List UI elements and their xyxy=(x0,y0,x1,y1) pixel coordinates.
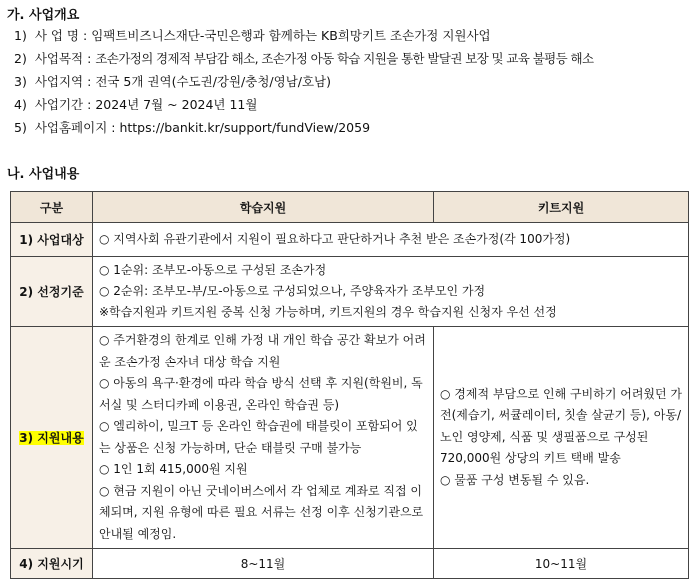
header-kit-support: 키트지원 xyxy=(434,192,689,223)
item-key: 사업목적 xyxy=(34,51,84,66)
criteria-line: ○ 1순위: 조부모-아동으로 구성된 조손가정 xyxy=(99,263,327,277)
row-label: 2) 선정기준 xyxy=(11,257,93,327)
table-row xyxy=(11,223,689,257)
study-period-cell: 8~11월 xyxy=(93,549,434,579)
overview-list xyxy=(14,24,694,139)
row-label: 4) 지원시기 xyxy=(11,549,93,579)
header-category: 구분 xyxy=(11,192,93,223)
item-value: 임팩트비즈니스재단-국민은행과 함께하는 KB희망키트 조손가정 지원사업 xyxy=(91,28,491,43)
item-number: 4) xyxy=(14,97,27,112)
target-cell: ○ 지역사회 유관기관에서 지원이 필요하다고 판단하거나 추천 받은 조손가정(각 100가정) xyxy=(93,223,689,257)
overview-heading: 가. 사업개요 xyxy=(7,8,80,23)
criteria-note: ※학습지원과 키트지원 중복 신청 가능하며, 키트지원의 경우 학습지원 신청자 우선 선정 xyxy=(99,305,557,319)
overview-item: 1) 사 업 명 : 임팩트비즈니스재단-국민은행과 함께하는 KB희망키트 조손가정 지원사업 xyxy=(14,28,491,43)
highlighted-label: 3) 지원내용 xyxy=(19,431,84,445)
study-item: ○ 1인 1회 415,000원 지원 xyxy=(99,462,248,476)
item-key: 사 업 명 xyxy=(34,28,80,43)
overview-item: 5) 사업홈페이지 : https://bankit.kr/support/fundView/2059 xyxy=(14,120,371,135)
overview-item: 2) 사업목적 : 조손가정의 경제적 부담감 해소, 조손가정 아동 학습 지원을 통한 발달권 보장 및 교육 불평등 해소 xyxy=(14,51,594,66)
table-row xyxy=(11,327,689,549)
kit-period-cell: 10~11월 xyxy=(434,549,689,579)
item-number: 1) xyxy=(14,28,27,43)
item-number: 2) xyxy=(14,51,27,66)
study-item: ○ 주거환경의 한계로 인해 가정 내 개인 학습 공간 확보가 어려운 조손가정 손자녀 대상 학습 지원 xyxy=(99,333,426,369)
row-label xyxy=(11,327,93,549)
row-label: 1) 사업대상 xyxy=(11,223,93,257)
header-study-support: 학습지원 xyxy=(93,192,434,223)
kit-content-cell xyxy=(434,327,689,549)
kit-item: ○ 경제적 부담으로 인해 구비하기 어려웠던 가전(제습기, 써큘레이터, 칫솔 살균기 등), 아동/노인 영양제, 식품 및 생필품으로 구성된 720,000원 상당의 키트 택배 발송 xyxy=(440,386,683,466)
item-value[interactable]: https://bankit.kr/support/fundView/2059 xyxy=(119,120,371,135)
item-number: 5) xyxy=(14,120,27,135)
study-item: ○ 현금 지원이 아닌 굿네이버스에서 각 업체로 계좌로 직접 이체되며, 지원 유형에 따른 필요 서류는 선정 이후 신청기관으로 안내될 예정임. xyxy=(99,483,424,541)
item-key: 사업지역 xyxy=(34,74,84,89)
study-item: ○ 엘리하이, 밀크T 등 온라인 학습권에 태블릿이 포함되어 있는 상품은 신청 가능하며, 단순 태블릿 구매 불가능 xyxy=(99,419,418,455)
content-heading: 나. 사업내용 xyxy=(7,167,80,182)
kit-item: ○ 물품 구성 변동될 수 있음. xyxy=(440,472,590,487)
item-number: 3) xyxy=(14,74,27,89)
item-key: 사업기간 xyxy=(34,97,84,112)
support-table xyxy=(10,191,689,579)
study-content-cell xyxy=(93,327,434,549)
criteria-line: ○ 2순위: 조부모-부/모-아동으로 구성되었으나, 주양육자가 조부모인 가정 xyxy=(99,284,486,298)
criteria-cell xyxy=(93,257,689,327)
item-value: 전국 5개 권역(수도권/강원/충청/영남/호남) xyxy=(95,74,332,89)
item-value: 2024년 7월 ~ 2024년 11월 xyxy=(95,97,258,112)
item-value: 조손가정의 경제적 부담감 해소, 조손가정 아동 학습 지원을 통한 발달권 보장 및 교육 불평등 해소 xyxy=(95,51,594,66)
table-row xyxy=(11,257,689,327)
overview-item: 3) 사업지역 : 전국 5개 권역(수도권/강원/충청/영남/호남) xyxy=(14,74,332,89)
overview-item: 4) 사업기간 : 2024년 7월 ~ 2024년 11월 xyxy=(14,97,258,112)
table-header-row xyxy=(11,192,689,223)
study-item: ○ 아동의 욕구·환경에 따라 학습 방식 선택 후 지원(학원비, 독서실 및 스터디카페 이용권, 온라인 학습권 등) xyxy=(99,376,423,412)
item-key: 사업홈페이지 xyxy=(34,120,108,135)
